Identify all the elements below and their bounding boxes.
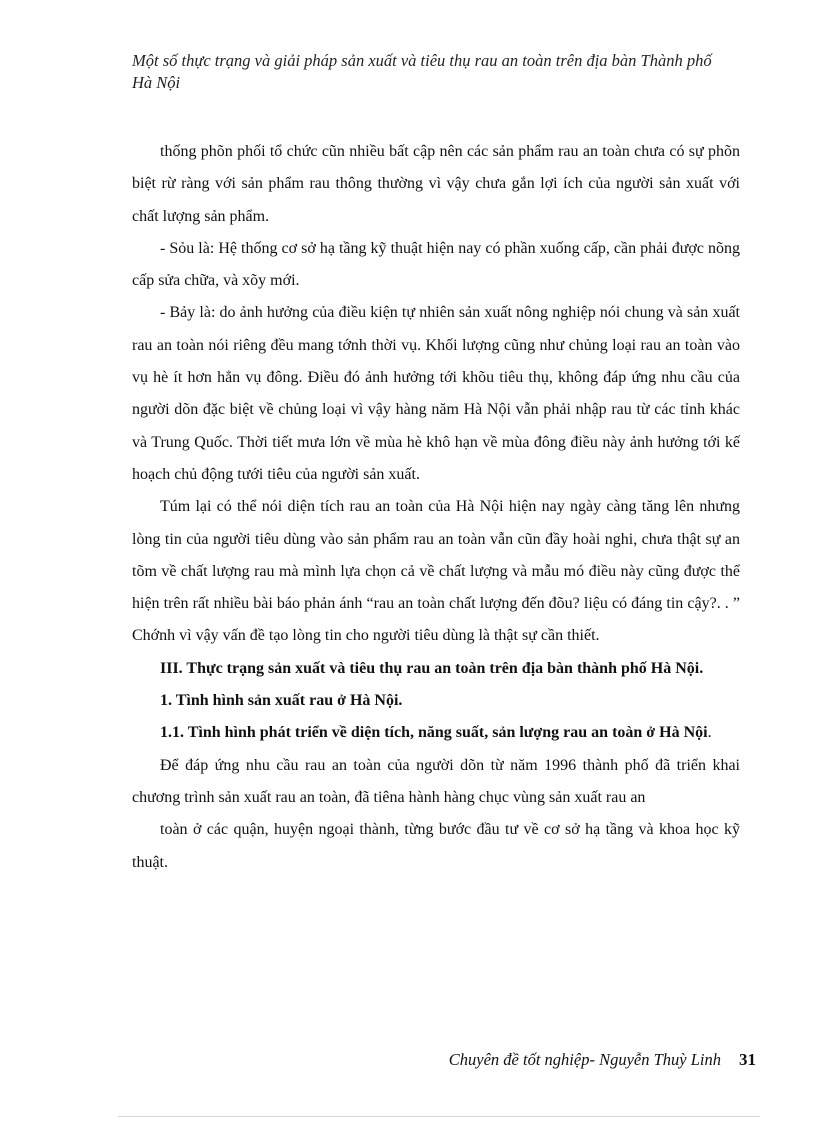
page-number: 31 [739, 1050, 756, 1069]
paragraph-program-continued: toàn ở các quận, huyện ngoại thành, từng bước đầu tư về cơ sở hạ tầng và khoa học kỹ thuật. [132, 821, 740, 871]
document-body [132, 136, 740, 879]
subsection-heading-1-1 [132, 717, 740, 749]
paragraph-program-start: Để đáp ứng nhu cầu rau an toàn của người dõn từ năm 1996 thành phố đã triển khai chương trình sản xuất rau an toàn, đã tiêna hành hàng chục vùng sản xuất rau an [132, 756, 740, 806]
paragraph-summary: Túm lại có thể nói diện tích rau an toàn của Hà Nội hiện nay ngày càng tăng lên nhưng lòng tin của người tiêu dùng vào sản phẩm rau an toàn vẫn cũn đầy hoài nghi, chưa thật sự an tõm về chất lượng rau mà mình lựa chọn cả về chất lượng và mẫu mó điều này cũng được thể hiện trên rất nhiều bài báo phản ánh “rau an toàn chất lượng đến đõu? liệu có đáng tin cậy?. . ” Chớnh vì vậy vấn đề tạo lòng tin cho người tiêu dùng là thật sự cần thiết. [132, 498, 740, 645]
footer-author: Chuyên đề tốt nghiệp- Nguyễn Thuỳ Linh [448, 1050, 721, 1069]
paragraph-sixth-point: - Sỏu là: Hệ thống cơ sở hạ tầng kỹ thuật hiện nay có phần xuống cấp, cần phải được nõng cấp sửa chữa, và xõy mới. [132, 239, 740, 290]
paragraph-seventh-point: - Bảy là: do ảnh hưởng của điều kiện tự nhiên sản xuất nông nghiệp nói chung và sản xuất rau an toàn nói riêng đều mang tớnh thời vụ. Khối lượng cũng như chủng loại rau an toàn vào vụ hè ít hơn hẳn vụ đông. Điều đó ảnh hưởng tới khõu tiêu thụ, không đáp ứng nhu cầu của người dõn đặc biệt về chủng loại vì vậy hàng năm Hà Nội vẫn phải nhập rau từ các tỉnh khác và Trung Quốc. Thời tiết mưa lớn về mùa hè khô hạn về mùa đông điều này ảnh hưởng tới kế hoạch chủ động tưới tiêu của người sản xuất. [132, 304, 740, 483]
paragraph-distribution: thống phõn phối tổ chức cũn nhiều bất cập nên các sản phẩm rau an toàn chưa có sự phõn biệt rừ ràng với sản phẩm rau thông thường vì vậy chưa gắn lợi ích của người sản xuất với chất lượng sản phẩm. [132, 143, 740, 225]
subsection-heading-1-1-period: . [707, 724, 712, 742]
running-header: Một số thực trạng và giải pháp sản xuất và tiêu thụ rau an toàn trên địa bàn Thành phố Hà Nội [132, 51, 712, 92]
page-footer [449, 1050, 756, 1070]
subsection-heading-1: 1. Tình hình sản xuất rau ở Hà Nội. [160, 692, 403, 710]
subsection-heading-1-1-text: 1.1. Tình hình phát triển về diện tích, năng suất, sản lượng rau an toàn ở Hà Nội [160, 724, 708, 742]
bottom-divider [118, 1116, 760, 1117]
section-heading-iii: III. Thực trạng sản xuất và tiêu thụ rau an toàn trên địa bàn thành phố Hà Nội. [160, 659, 704, 677]
